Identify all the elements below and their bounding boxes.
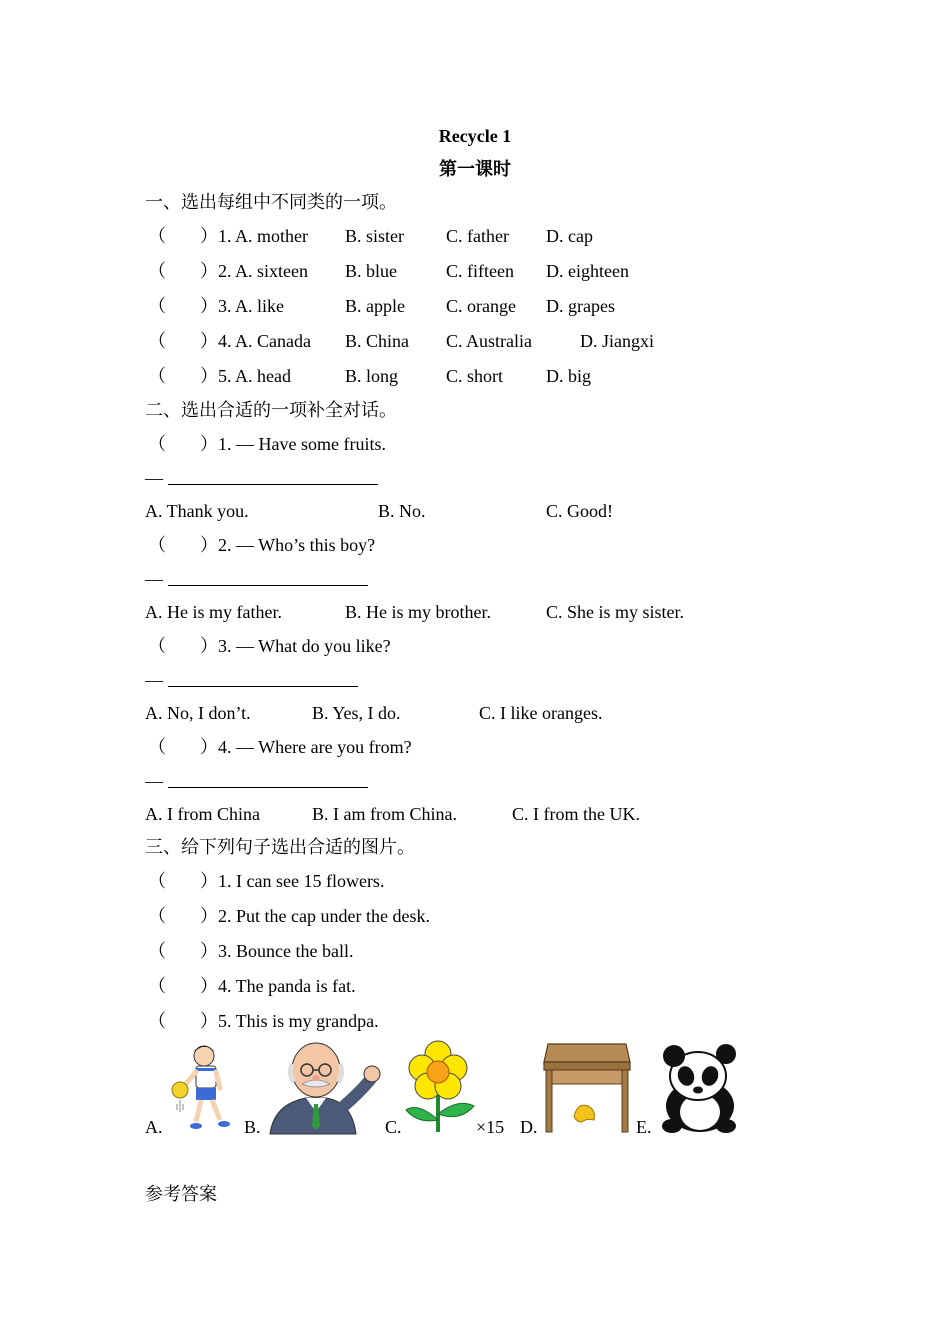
- option-c: C. orange: [446, 296, 516, 316]
- answer-dash: —: [145, 468, 163, 488]
- paren-open: （: [148, 976, 166, 996]
- sentence-text: ）1. I can see 15 flowers.: [200, 871, 385, 891]
- option-c: C. She is my sister.: [546, 602, 685, 622]
- panda-picture: [654, 1040, 744, 1134]
- picture-label-b: B.: [244, 1117, 261, 1137]
- option-a: A. I from China: [145, 804, 260, 824]
- paren-open: （: [148, 296, 166, 316]
- option-b: B. Yes, I do.: [312, 703, 401, 723]
- question-text: ）2. A. sixteen: [200, 261, 308, 281]
- boy-bouncing-ball-picture: [168, 1042, 238, 1134]
- question-text: ）4. A. Canada: [200, 331, 311, 351]
- sentence-text: ）2. Put the cap under the desk.: [200, 906, 430, 926]
- section-2-heading: 二、选出合适的一项补全对话。: [145, 400, 397, 420]
- times-fifteen: ×15: [476, 1117, 505, 1137]
- option-c: C. Australia: [446, 331, 532, 351]
- answer-blank-line[interactable]: [168, 672, 358, 687]
- option-b: B. blue: [345, 261, 397, 281]
- option-d: D. Jiangxi: [580, 331, 654, 351]
- option-d: D. big: [546, 366, 591, 386]
- option-c: C. short: [446, 366, 504, 386]
- answer-key-heading: 参考答案: [145, 1184, 217, 1204]
- section-3-heading: 三、给下列句子选出合适的图片。: [145, 837, 415, 857]
- answer-blank-line[interactable]: [168, 571, 368, 586]
- paren-open: （: [148, 366, 166, 386]
- paren-open: （: [148, 261, 166, 281]
- flower-picture: [404, 1040, 476, 1134]
- option-c: C. Good!: [546, 501, 613, 521]
- paren-open: （: [148, 434, 166, 454]
- paren-open: （: [148, 1011, 166, 1031]
- paren-open: （: [148, 331, 166, 351]
- answer-dash: —: [145, 771, 163, 791]
- option-b: B. sister: [345, 226, 405, 246]
- grandpa-picture: [266, 1040, 382, 1134]
- question-text: ）2. — Who’s this boy?: [200, 535, 376, 555]
- option-c: C. father: [446, 226, 509, 246]
- question-text: ）3. — What do you like?: [200, 636, 391, 656]
- answer-dash: —: [145, 569, 163, 589]
- option-a: A. He is my father.: [145, 602, 282, 622]
- answer-blank-line[interactable]: [168, 470, 378, 485]
- picture-label-e: E.: [636, 1117, 652, 1137]
- option-c: C. I like oranges.: [479, 703, 603, 723]
- paren-open: （: [148, 906, 166, 926]
- option-a: A. Thank you.: [145, 501, 249, 521]
- page-title: Recycle 1: [438, 126, 512, 146]
- page-subtitle: 第一课时: [439, 159, 511, 179]
- question-text: ）1. — Have some fruits.: [200, 434, 386, 454]
- option-a: A. No, I don’t.: [145, 703, 251, 723]
- paren-open: （: [148, 535, 166, 555]
- sentence-text: ）3. Bounce the ball.: [200, 941, 354, 961]
- option-b: B. apple: [345, 296, 405, 316]
- answer-dash: —: [145, 670, 163, 690]
- paren-open: （: [148, 636, 166, 656]
- paren-open: （: [148, 737, 166, 757]
- option-c: C. I from the UK.: [512, 804, 640, 824]
- option-c: C. fifteen: [446, 261, 514, 281]
- option-d: D. grapes: [546, 296, 615, 316]
- paren-open: （: [148, 226, 166, 246]
- option-d: D. cap: [546, 226, 593, 246]
- desk-with-cap-picture: [542, 1040, 632, 1134]
- option-b: B. No.: [378, 501, 426, 521]
- question-text: ）1. A. mother: [200, 226, 308, 246]
- picture-label-a: A.: [145, 1117, 163, 1137]
- option-b: B. China: [345, 331, 410, 351]
- sentence-text: ）4. The panda is fat.: [200, 976, 356, 996]
- paren-open: （: [148, 871, 166, 891]
- option-d: D. eighteen: [546, 261, 629, 281]
- picture-label-c: C.: [385, 1117, 402, 1137]
- question-text: ）3. A. like: [200, 296, 284, 316]
- option-b: B. I am from China.: [312, 804, 457, 824]
- answer-blank-line[interactable]: [168, 773, 368, 788]
- option-b: B. He is my brother.: [345, 602, 491, 622]
- sentence-text: ）5. This is my grandpa.: [200, 1011, 379, 1031]
- picture-label-d: D.: [520, 1117, 538, 1137]
- option-b: B. long: [345, 366, 399, 386]
- question-text: ）5. A. head: [200, 366, 291, 386]
- question-text: ）4. — Where are you from?: [200, 737, 412, 757]
- paren-open: （: [148, 941, 166, 961]
- section-1-heading: 一、选出每组中不同类的一项。: [145, 192, 397, 212]
